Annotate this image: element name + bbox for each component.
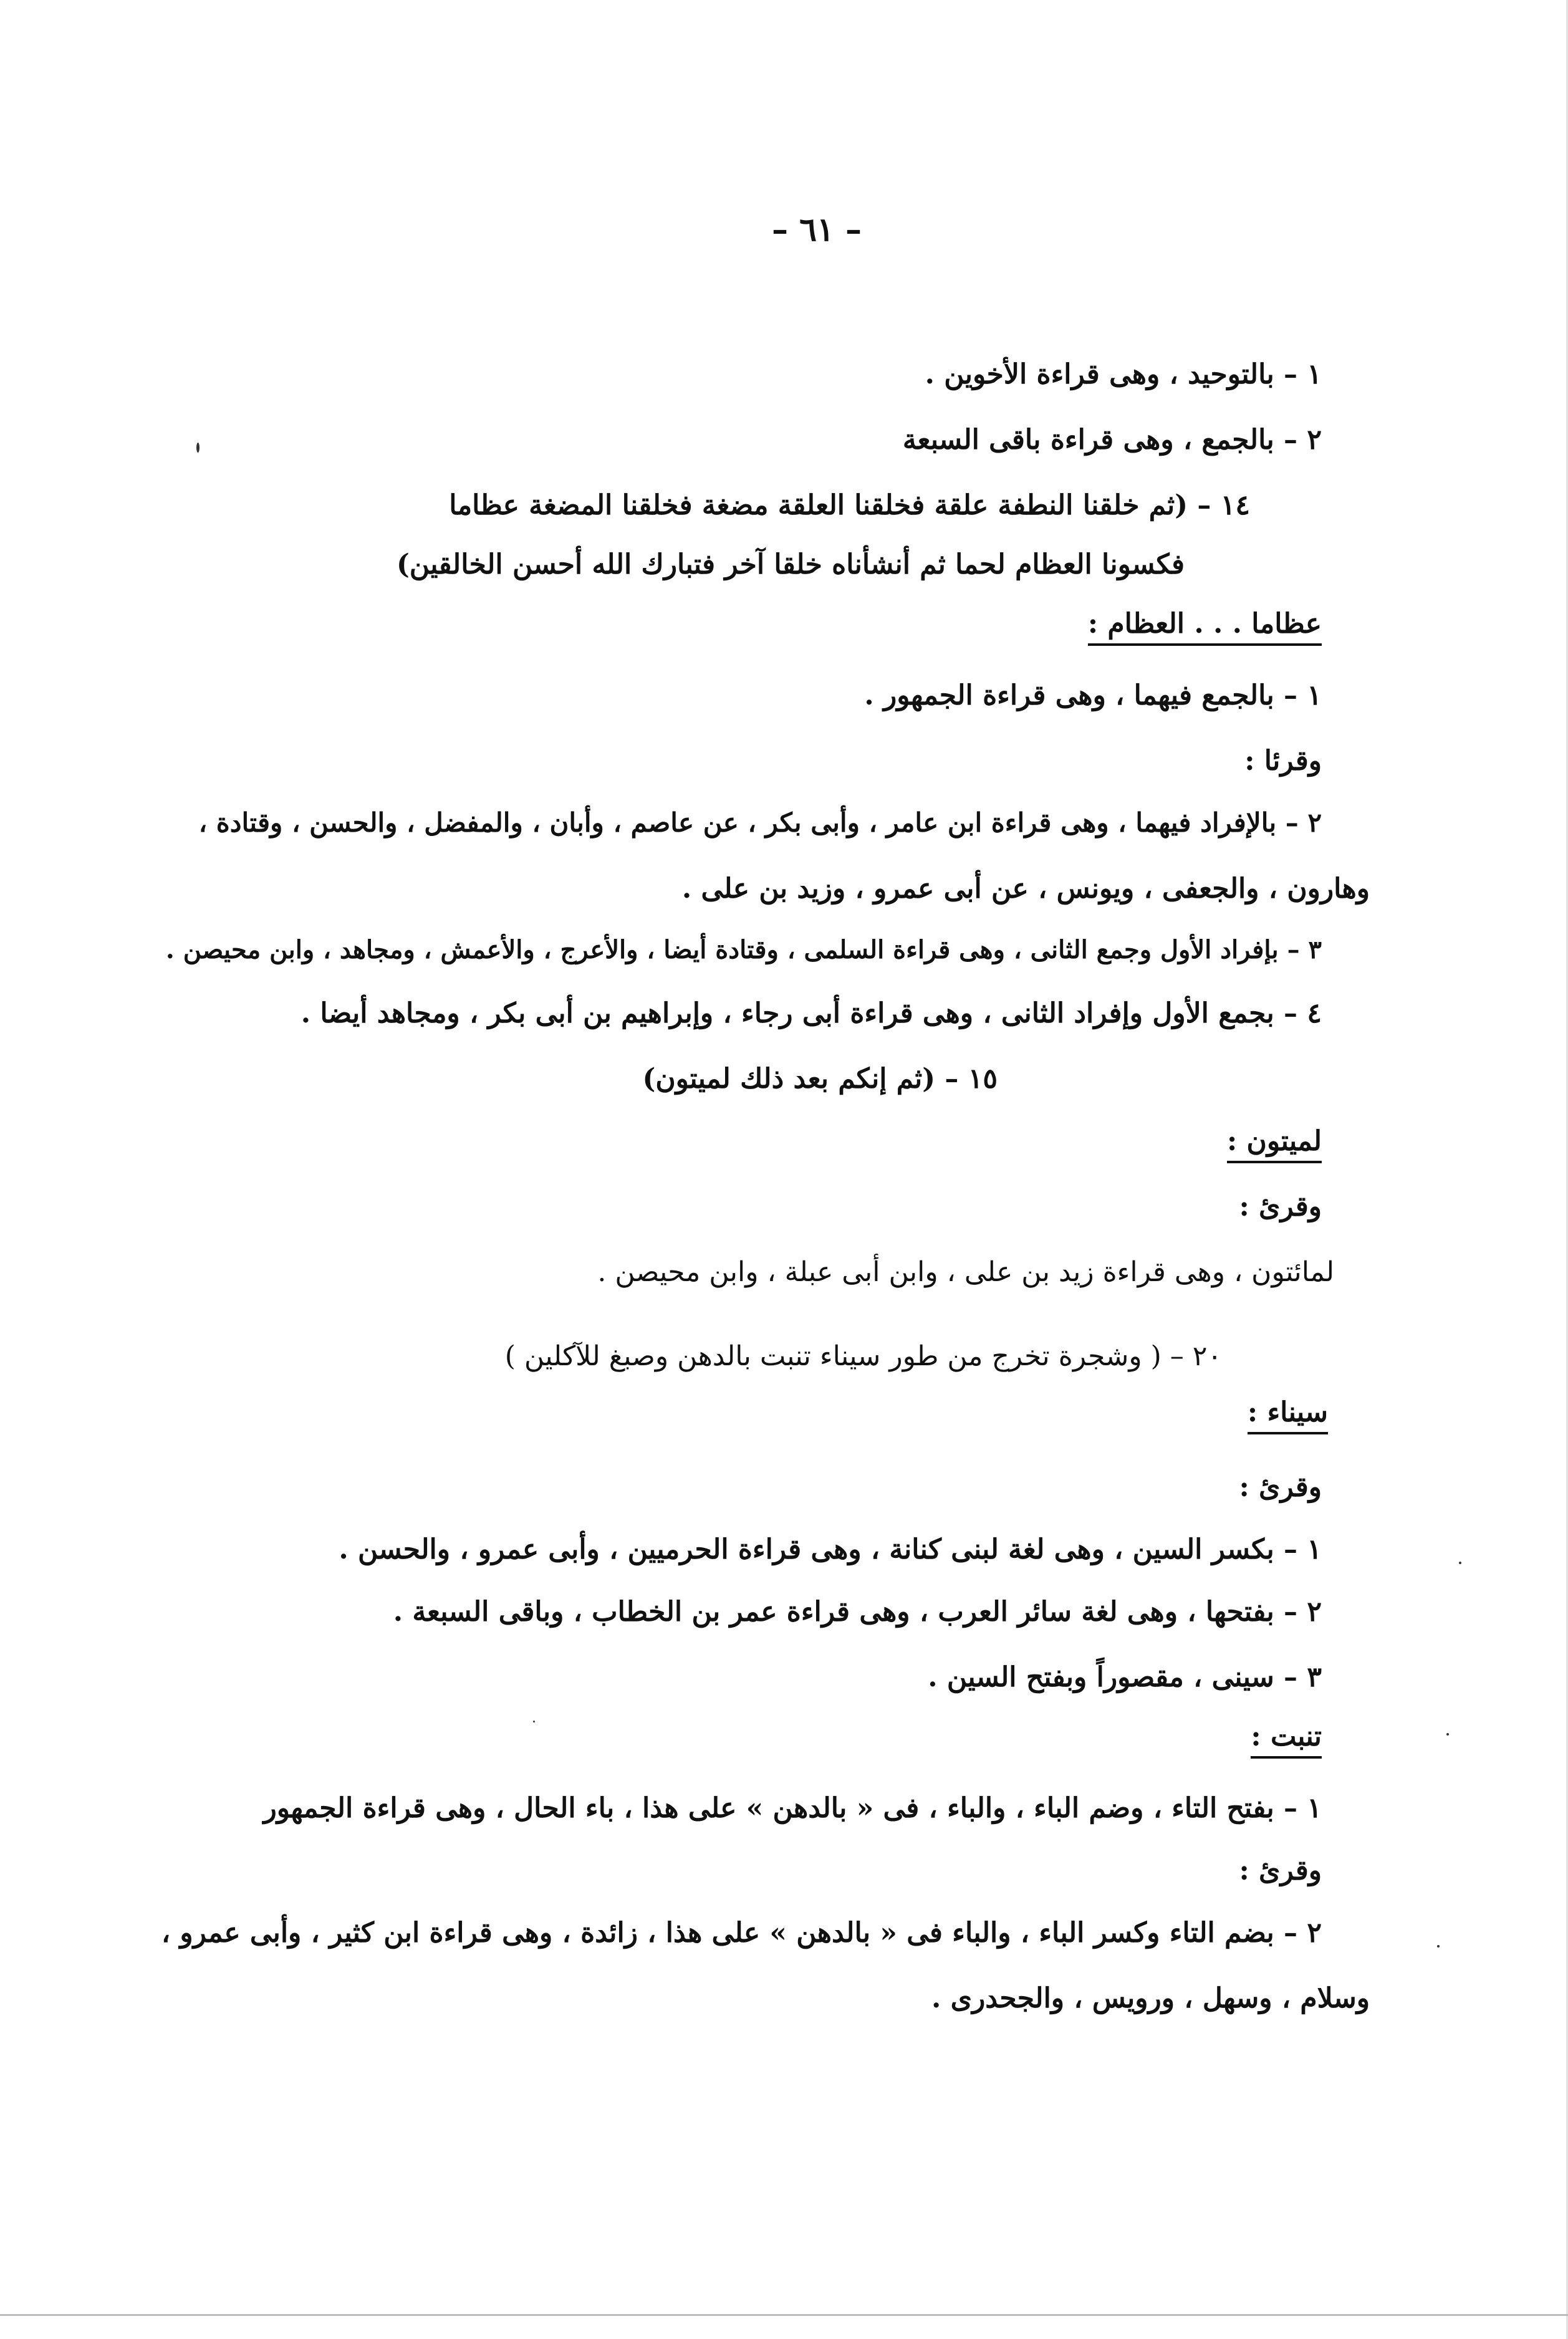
- scan-speck: [1437, 1945, 1440, 1948]
- page-number: – ٦١ –: [771, 211, 862, 249]
- scan-speck: [196, 443, 200, 453]
- text-line: ٤ – بجمع الأول وإفراد الثانى ، وهى قراءة أبى رجاء ، وإبراهيم بن أبى بكر ، ومجاهد أيضا .: [301, 997, 1322, 1029]
- text-line: ٢ – بالإفراد فيهما ، وهى قراءة ابن عامر ، وأبى بكر ، عن عاصم ، وأبان ، والمفضل ، والحسن ، وقتادة ،: [198, 807, 1322, 838]
- text-line: ٣ – بإفراد الأول وجمع الثانى ، وهى قراءة السلمى ، وقتادة أيضا ، والأعرج ، والأعمش ، ومجاهد ، وابن محيصن .: [165, 935, 1322, 964]
- section-heading: تنبت :: [1251, 1721, 1322, 1754]
- scan-speck: [1459, 1562, 1461, 1564]
- section-heading: سيناء :: [1248, 1396, 1328, 1429]
- verse-line: فكسونا العظام لحما ثم أنشأناه خلقا آخر فتبارك الله أحسن الخالقين): [396, 549, 1185, 580]
- page-bottom-edge: [0, 2314, 1568, 2316]
- text-line: ٢ – بفتحها ، وهى لغة سائر العرب ، وهى قراءة عمر بن الخطاب ، وباقى السبعة .: [393, 1596, 1322, 1628]
- text-line: ٢ – بضم التاء وكسر الباء ، والباء فى « بالدهن » على هذا ، زائدة ، وهى قراءة ابن كثير ، وأبى عمرو ،: [161, 1917, 1322, 1949]
- text-line: وهارون ، والجعفى ، ويونس ، عن أبى عمرو ، وزيد بن على .: [681, 873, 1370, 905]
- text-line: ١ – بكسر السين ، وهى لغة لبنى كنانة ، وهى قراءة الحرميين ، وأبى عمرو ، والحسن .: [339, 1534, 1322, 1565]
- scan-speck: [1446, 1733, 1449, 1736]
- scan-speck: [533, 1721, 535, 1722]
- text-line: ٢ – بالجمع ، وهى قراءة باقى السبعة: [902, 424, 1322, 456]
- verse-line: ١٥ – (ثم إنكم بعد ذلك لميتون): [642, 1063, 998, 1095]
- subheading: وقرئ :: [1239, 1471, 1322, 1503]
- subheading: وقرئ :: [1239, 1191, 1322, 1222]
- text-line: لمائتون ، وهى قراءة زيد بن على ، وابن أبى عبلة ، وابن محيصن .: [597, 1256, 1334, 1288]
- verse-line: ١٤ – (ثم خلقنا النطفة علقة فخلقنا العلقة مضغة فخلقنا المضغة عظاما: [449, 489, 1250, 521]
- subheading: وقرئا :: [1244, 745, 1322, 777]
- subheading: وقرئ :: [1239, 1855, 1322, 1886]
- text-line: ٣ – سينى ، مقصوراً وبفتح السين .: [928, 1661, 1322, 1693]
- text-line: ١ – بالجمع فيهما ، وهى قراءة الجمهور .: [864, 680, 1322, 711]
- text-line: وسلام ، وسهل ، ورويس ، والجحدرى .: [931, 1982, 1370, 2014]
- text-line: ١ – بالتوحيد ، وهى قراءة الأخوين .: [925, 358, 1322, 390]
- section-heading: لميتون :: [1227, 1125, 1322, 1158]
- text-line: ١ – بفتح التاء ، وضم الباء ، والباء ، فى « بالدهن » على هذا ، باء الحال ، وهى قراءة الجمهور: [263, 1792, 1322, 1824]
- section-heading: عظاما . . . العظام :: [1088, 608, 1322, 641]
- verse-line: ٢٠ – ( وشجرة تخرج من طور سيناء تنبت بالدهن وصبغ للآكلين ): [504, 1340, 1222, 1372]
